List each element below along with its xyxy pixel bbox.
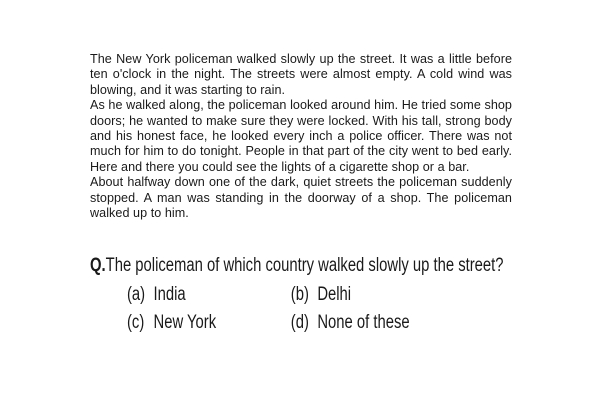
option-text: Delhi xyxy=(317,284,352,305)
passage-paragraph: As he walked along, the policeman looked around him. He tried some shop doors; he wanted to make sure they were locked. With his tall, strong body and his honest face, he looked every inch a police officer. There was not much for him to do tonight. People in that part of the city went to bed early. Here and there you could see the lights of a cigarette shop or a bar. xyxy=(90,98,512,174)
option-text: India xyxy=(153,284,186,305)
options-row xyxy=(127,281,455,309)
option-letter: (c) xyxy=(127,312,145,333)
reading-passage xyxy=(90,52,512,221)
question-line xyxy=(90,254,504,278)
answer-options xyxy=(127,281,455,337)
question-text: The policeman of which country walked slowly up the street? xyxy=(105,255,504,276)
option-a[interactable] xyxy=(127,281,291,309)
option-letter: (a) xyxy=(127,284,146,305)
option-c[interactable] xyxy=(127,309,291,337)
option-text: New York xyxy=(153,312,217,333)
option-letter: (d) xyxy=(290,312,309,333)
passage-paragraph: The New York policeman walked slowly up the street. It was a little before ten o'clock in the night. The streets were almost empty. A cold wind was blowing, and it was starting to rain. xyxy=(90,52,512,97)
option-b[interactable] xyxy=(291,281,455,309)
question-block xyxy=(90,254,504,278)
passage-paragraph: About halfway down one of the dark, quiet streets the policeman suddenly stopped. A man was standing in the doorway of a shop. The policeman walked up to him. xyxy=(90,175,512,221)
option-text: None of these xyxy=(317,312,410,333)
option-letter: (b) xyxy=(290,284,309,305)
option-d[interactable] xyxy=(291,309,455,337)
question-label: Q. xyxy=(90,255,106,276)
options-row xyxy=(127,309,455,337)
